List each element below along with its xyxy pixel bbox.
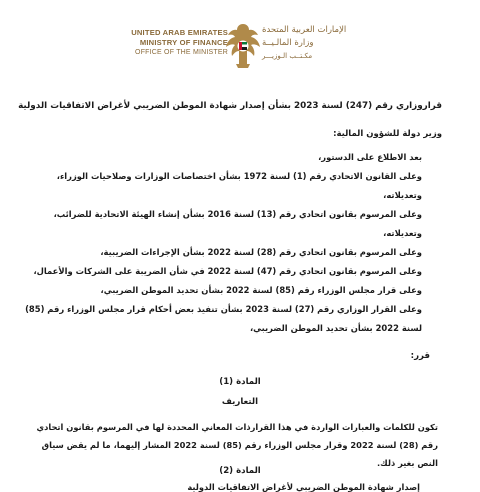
letterhead-office-ar: مكـتــب الـوزيـــر [262, 52, 313, 60]
uae-falcon-emblem-icon [224, 20, 262, 72]
preamble-item: وعلى قرار مجلس الوزراء رقم (85) لسنة 2022 بشأن تحديد الموطن الضريبي، [100, 285, 422, 295]
letterhead-arabic [262, 24, 352, 63]
minister-line: وزير دولة للشؤون المالية: [333, 128, 442, 139]
preamble-item: وعلى القرار الوزاري رقم (27) لسنة 2023 بشأن تنفيذ بعض أحكام قرار مجلس الوزراء رقم (85) لسنة 2022 بشأن تحديد الموطن الضريبي، [25, 304, 422, 333]
letterhead-ministry: MINISTRY OF FINANCE [139, 38, 228, 47]
preamble-item: بعد الاطلاع على الدستور، [318, 152, 422, 162]
article-1-heading: التعاريف [221, 396, 259, 407]
letterhead-country: UNITED ARAB EMIRATES [131, 28, 228, 37]
article-2-heading: إصدار شهادة الموطن الضريبي لأغراض الاتفاقيات الدولية [187, 482, 420, 492]
letterhead [0, 10, 480, 72]
article-2-title: المادة (2) [219, 465, 261, 476]
letterhead-ministry-ar: وزارة المالـيــة [262, 38, 314, 48]
letterhead-english [108, 28, 228, 58]
preamble-list [22, 148, 422, 338]
article-1-body: تكون للكلمات والعبارات الواردة في هذا القرارذات المعاني المحددة لها في المرسوم بقانون اتحادي رقم (28) لسنة 2022 وقرار مجلس الوزراء رقم (85) لسنة 2022 المشار إليهما، ما لم يقض سياق النص بغير ذلك. [36, 422, 438, 469]
preamble-item: وعلى القانون الاتحادي رقم (1) لسنة 1972 بشأن اختصاصات الوزارات وصلاحيات الوزراء، وتعديلاته، [56, 171, 422, 200]
letterhead-office: OFFICE OF THE MINISTER [135, 49, 228, 56]
preamble-item: وعلى المرسوم بقانون اتحادي رقم (28) لسنة 2022 بشأن الإجراءات الضريبية، [100, 247, 422, 257]
decided-label: قرر: [410, 350, 430, 361]
decision-title: قراروزاري رقم (247) لسنة 2023 بشأن إصدار شهادة الموطن الضريبي لأغراض الاتفاقيات الدولية [18, 100, 442, 111]
preamble-item: وعلى المرسوم بقانون اتحادي رقم (47) لسنة 2022 في شأن الضريبة على الشركات والأعمال، [33, 266, 422, 276]
article-1-title: المادة (1) [219, 376, 261, 387]
preamble-item: وعلى المرسوم بقانون اتحادي رقم (13) لسنة 2016 بشأن إنشاء الهيئة الاتحادية للضرائب، وتعديلاته، [53, 209, 422, 238]
letterhead-country-ar: الإمارات العربية المتحدة [262, 25, 347, 35]
